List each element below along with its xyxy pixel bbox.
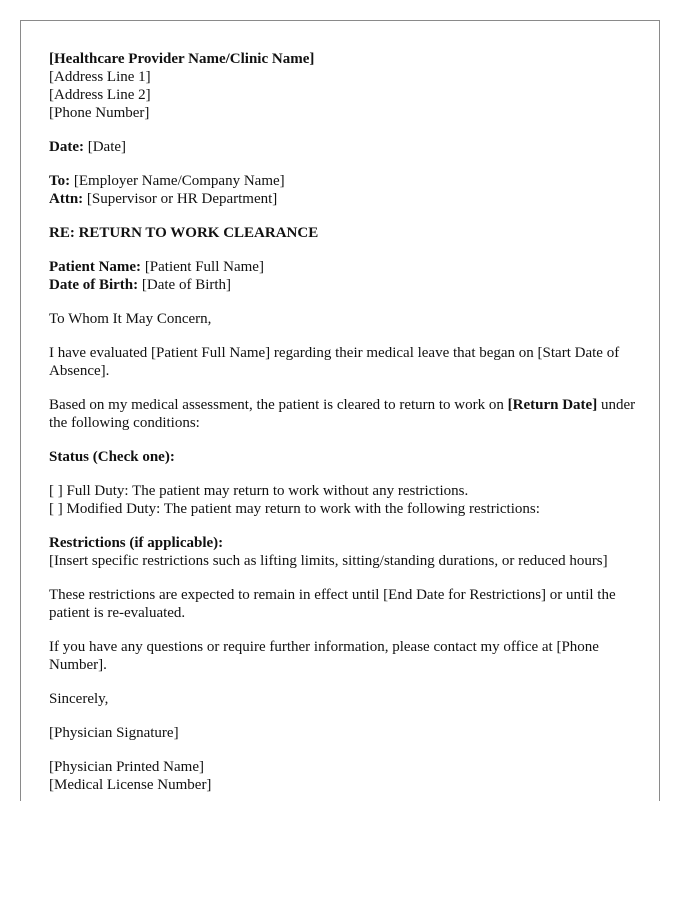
status-options: [49, 482, 639, 518]
patient-name-value: [Patient Full Name]: [141, 259, 264, 275]
status-heading: Status (Check one):: [49, 449, 175, 465]
status-option-full-duty: [ ] Full Duty: The patient may return to work without any restrictions.: [49, 483, 469, 499]
paragraph-evaluation: I have evaluated [Patient Full Name] regarding their medical leave that began on [Start Date of Absence].: [49, 345, 620, 379]
subject-line: [49, 224, 639, 242]
clearance-text-before: Based on my medical assessment, the patient is cleared to return to work on: [49, 397, 508, 413]
paragraph-contact: If you have any questions or require further information, please contact my office at [Phone Number].: [49, 639, 599, 673]
clearance-text-after: under the following conditions:: [49, 397, 636, 431]
to-label: To:: [49, 173, 71, 189]
date-value: [Date]: [83, 139, 127, 155]
letter-page: [20, 20, 660, 801]
status-option-modified-duty: [ ] Modified Duty: The patient may return to work with the following restrictions:: [49, 501, 540, 517]
restrictions-block: [49, 534, 639, 570]
paragraph-clearance: [49, 396, 639, 432]
address-line-2: [Address Line 2]: [49, 87, 151, 103]
letter-content: [49, 50, 639, 801]
recipient-block: [49, 172, 639, 208]
date-line: [49, 138, 639, 156]
restrictions-text: [Insert specific restrictions such as lifting limits, sitting/standing durations, or reduced hours]: [49, 553, 608, 569]
dob-value: [Date of Birth]: [138, 277, 232, 293]
phone-number: [Phone Number]: [49, 105, 150, 121]
medical-license-number: [Medical License Number]: [49, 777, 212, 793]
letterhead: [49, 50, 639, 122]
salutation: To Whom It May Concern,: [49, 311, 212, 327]
physician-signature: [Physician Signature]: [49, 725, 179, 741]
paragraph-restriction-duration: These restrictions are expected to remain in effect until [End Date for Restrictions] or until the patient is re-evaluated.: [49, 587, 616, 621]
subject-text: RE: RETURN TO WORK CLEARANCE: [49, 225, 319, 241]
address-line-1: [Address Line 1]: [49, 69, 151, 85]
dob-label: Date of Birth:: [49, 277, 139, 293]
restrictions-heading: Restrictions (if applicable):: [49, 535, 224, 551]
return-date: [Return Date]: [507, 397, 598, 413]
attn-value: [Supervisor or HR Department]: [83, 191, 278, 207]
closing: Sincerely,: [49, 691, 109, 707]
patient-name-label: Patient Name:: [49, 259, 142, 275]
physician-printed-name: [Physician Printed Name]: [49, 759, 204, 775]
attn-label: Attn:: [49, 191, 84, 207]
physician-details: [49, 758, 639, 794]
date-label: Date:: [49, 139, 84, 155]
patient-block: [49, 258, 639, 294]
provider-name: [Healthcare Provider Name/Clinic Name]: [49, 51, 315, 67]
to-value: [Employer Name/Company Name]: [70, 173, 285, 189]
